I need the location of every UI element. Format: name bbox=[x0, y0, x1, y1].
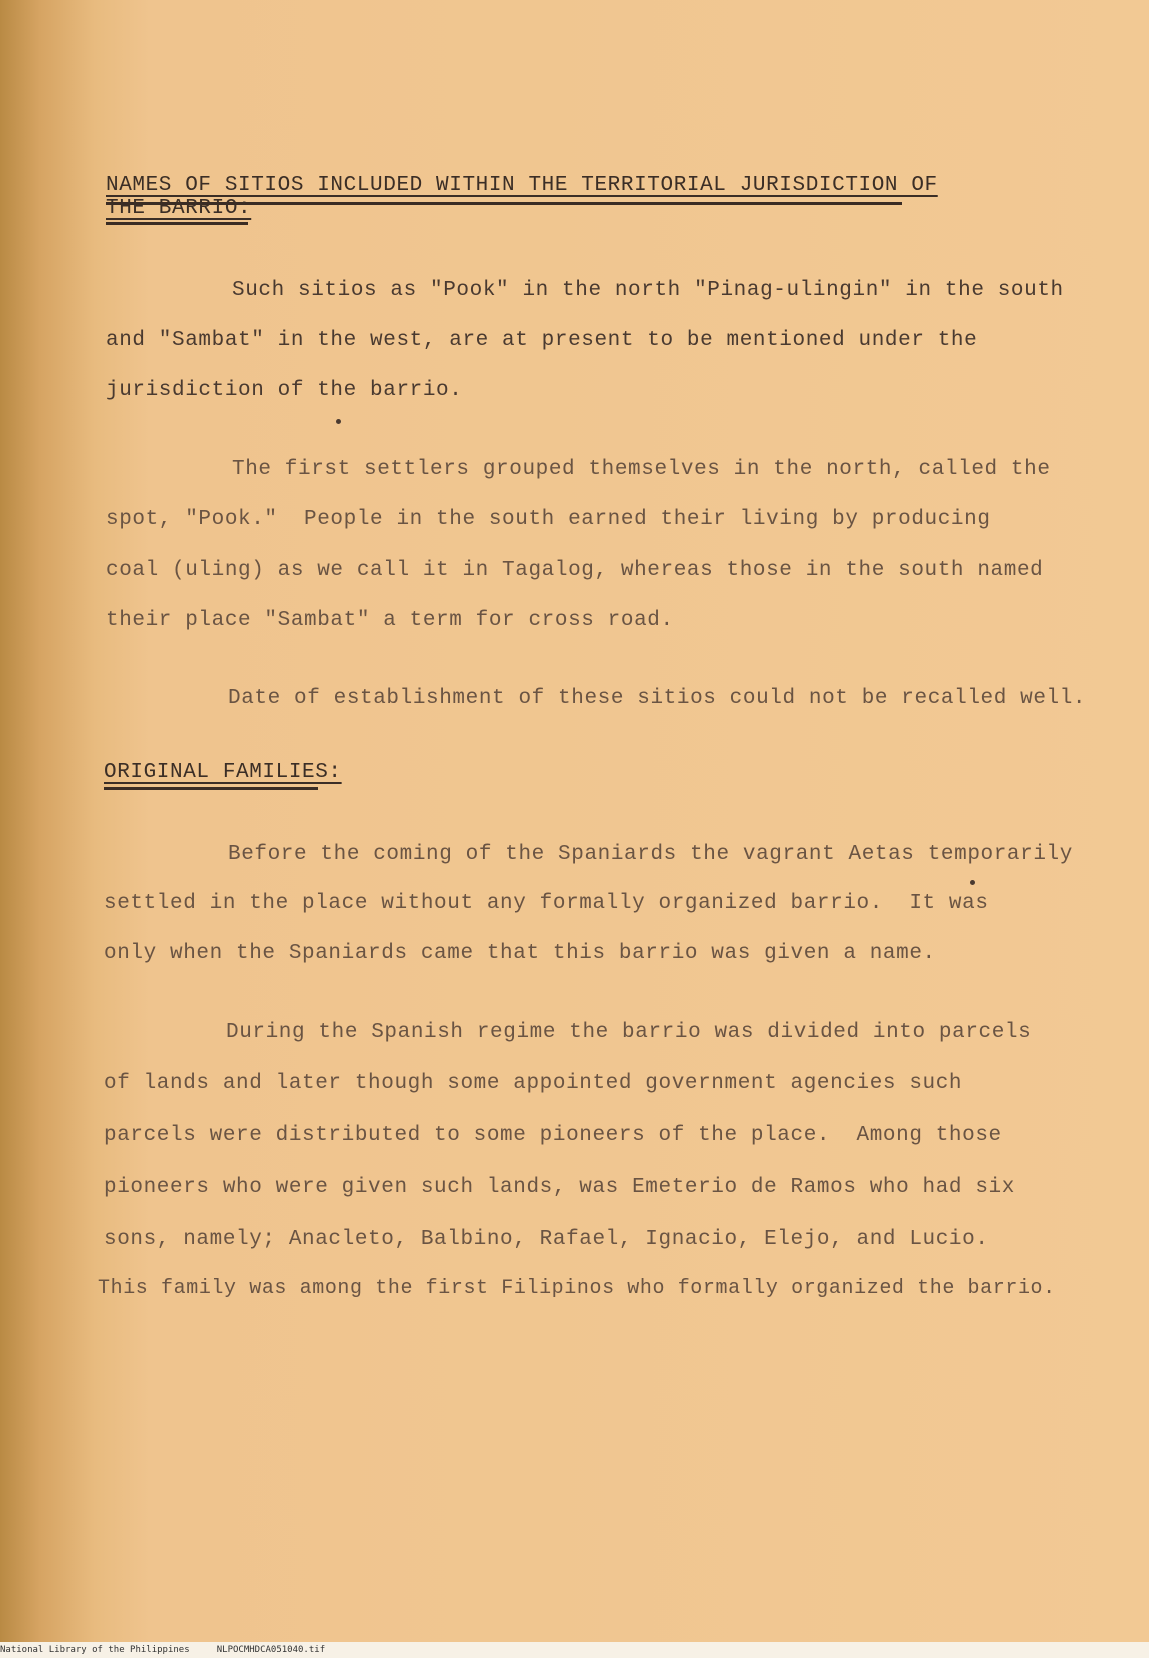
paragraph-line: sons, namely; Anacleto, Balbino, Rafael, Ignacio, Elejo, and Lucio. bbox=[104, 1228, 989, 1251]
paragraph-line: pioneers who were given such lands, was Emeterio de Ramos who had six bbox=[104, 1176, 1015, 1199]
paragraph-line: jurisdiction of the barrio. bbox=[106, 379, 463, 402]
ink-speck bbox=[336, 419, 341, 424]
paragraph-line: Before the coming of the Spaniards the vagrant Aetas temporarily bbox=[228, 843, 1073, 866]
paragraph-line: and "Sambat" in the west, are at present to be mentioned under the bbox=[106, 329, 978, 352]
paragraph-line: their place "Sambat" a term for cross road. bbox=[106, 609, 674, 632]
paragraph-line: During the Spanish regime the barrio was divided into parcels bbox=[226, 1021, 1032, 1044]
paragraph-line: Date of establishment of these sitios could not be recalled well. bbox=[228, 687, 1087, 710]
paragraph-line: only when the Spaniards came that this barrio was given a name. bbox=[104, 942, 936, 965]
paragraph-line: spot, "Pook." People in the south earned their living by producing bbox=[106, 508, 991, 531]
heading-underline bbox=[104, 787, 318, 790]
paragraph-line: This family was among the first Filipinos who formally organized the barrio. bbox=[98, 1277, 1056, 1300]
section-heading-sitios-line-1: NAMES OF SITIOS INCLUDED WITHIN THE TERRITORIAL JURISDICTION OF bbox=[106, 174, 938, 197]
paragraph-line: parcels were distributed to some pioneers of the place. Among those bbox=[104, 1124, 1002, 1147]
ink-speck bbox=[970, 880, 975, 885]
paragraph-line: coal (uling) as we call it in Tagalog, whereas those in the south named bbox=[106, 559, 1044, 582]
heading-underline bbox=[106, 222, 248, 225]
section-heading-original-families: ORIGINAL FAMILIES: bbox=[104, 761, 342, 784]
scan-footer: National Library of the Philippines NLPOCMHDCA051040.tif bbox=[0, 1642, 1149, 1658]
paragraph-line: The first settlers grouped themselves in the north, called the bbox=[232, 458, 1051, 481]
paragraph-line: Such sitios as "Pook" in the north "Pinag-ulingin" in the south bbox=[232, 279, 1064, 302]
section-heading-sitios-line-2: THE BARRIO: bbox=[106, 197, 252, 220]
paragraph-line: of lands and later though some appointed government agencies such bbox=[104, 1072, 963, 1095]
paragraph-line: settled in the place without any formally organized barrio. It was bbox=[104, 892, 989, 915]
